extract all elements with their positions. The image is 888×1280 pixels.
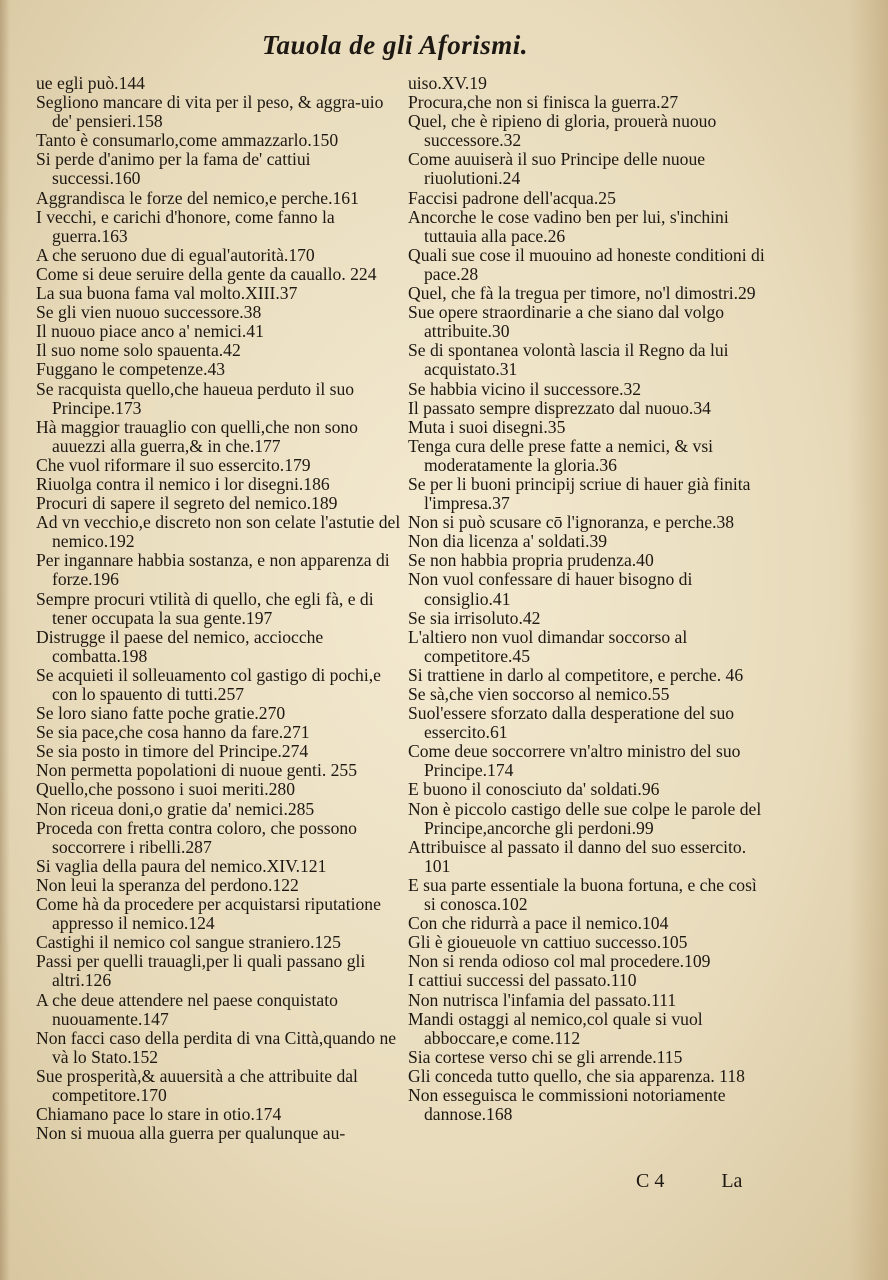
index-entry: Castighi il nemico col sangue straniero.125	[36, 932, 341, 953]
index-entry: E sua parte essentiale la buona fortuna, e che così si conosca.102	[408, 874, 757, 915]
index-entry: Non nutrisca l'infamia del passato.111	[408, 989, 677, 1010]
index-entry: Se gli vien nuouo successore.38	[36, 302, 262, 323]
index-entry: Mandi ostaggi al nemico,col quale si vuol abboccare,e come.112	[408, 1008, 703, 1048]
index-entry: Come auuiserà il suo Principe delle nuoue riuolutioni.24	[408, 149, 706, 189]
index-entry: Se sà,che vien soccorso al nemico.55	[408, 684, 670, 704]
index-entry: Tenga cura delle prese fatte a nemici, & vsi moderatamente la gloria.36	[408, 435, 714, 475]
index-entry: I cattiui successi del passato.110	[408, 970, 637, 991]
index-entry: Suol'essere sforzato dalla desperatione del suo essercito.61	[408, 703, 735, 743]
index-entry: Non è piccolo castigo delle sue colpe le parole del Principe,ancorche gli perdoni.99	[408, 798, 762, 838]
catchword: La	[721, 1170, 743, 1192]
index-entry: Se sia irrisoluto.42	[408, 607, 541, 628]
index-entry: Quali sue cose il muouino ad honeste conditioni di pace.28	[408, 244, 765, 284]
index-entry: Non si muoua alla guerra per qualunque au-	[36, 1123, 346, 1144]
index-entry: Non permetta popolationi di nuoue genti. 255	[36, 760, 358, 781]
left-column	[36, 74, 402, 1143]
right-column	[408, 74, 766, 1124]
index-entry: Come si deue seruire della gente da cauallo. 224	[36, 263, 377, 284]
index-entry: Non dia licenza a' soldati.39	[408, 531, 608, 552]
index-entry: Tanto è consumarlo,come ammazzarlo.150	[36, 130, 339, 151]
index-entry: Procuri di sapere il segreto del nemico.189	[36, 493, 338, 514]
index-entry: Il passato sempre disprezzato dal nuouo.34	[408, 397, 711, 418]
index-entry: A che seruono due di egual'autorità.170	[36, 244, 315, 265]
index-entry: La sua buona fama val molto.XIII.37	[36, 283, 298, 304]
index-entry: Riuolga contra il nemico i lor disegni.186	[36, 473, 330, 494]
index-entry: Se acquieti il solleuamento col gastigo di pochi,e con lo spauento di tutti.257	[36, 664, 381, 704]
index-entry: Chiamano pace lo stare in otio.174	[36, 1104, 282, 1125]
index-entry: Se loro siano fatte poche gratie.270	[36, 703, 286, 724]
index-entry: Muta i suoi disegni.35	[408, 416, 566, 437]
index-entry: Non esseguisca le commissioni notoriamente dannose.168	[408, 1084, 726, 1125]
index-entry: Ad vn vecchio,e discreto non son celate l'astutie del nemico.192	[36, 512, 401, 552]
index-entry: Per ingannare habbia sostanza, e non apparenza di forze.196	[36, 550, 390, 590]
index-entry: Come hà da procedere per acquistarsi riputatione appresso il nemico.124	[36, 894, 381, 934]
index-entry: Se racquista quello,che haueua perduto il suo Principe.173	[36, 378, 355, 418]
index-entry: Segliono mancare di vita per il peso, & aggra-uio de' pensieri.158	[36, 92, 384, 132]
index-entry: E buono il conosciuto da' soldati.96	[408, 779, 660, 800]
index-entry: Non si renda odioso col mal procedere.109	[408, 951, 711, 972]
index-entry: L'altiero non vuol dimandar soccorso al competitore.45	[408, 626, 688, 666]
index-entry: Se sia posto in timore del Principe.274	[36, 741, 309, 762]
index-entry: Non si può scusare cō l'ignoranza, e perche.38	[408, 512, 735, 533]
index-entry: Non leui la speranza del perdono.122	[36, 874, 299, 895]
index-entry: Se non habbia propria prudenza.40	[408, 550, 654, 571]
index-entry: Faccisi padrone dell'acqua.25	[408, 187, 616, 208]
index-entry: Se per li buoni principij scriue di hauer già finita l'impresa.37	[408, 473, 751, 514]
index-entry: Hà maggior trauaglio con quelli,che non sono auuezzi alla guerra,& in che.177	[36, 416, 358, 456]
index-entry: Gli è gioueuole vn cattiuo successo.105	[408, 932, 688, 953]
index-entry: Se di spontanea volontà lascia il Regno da lui acquistato.31	[408, 340, 729, 380]
index-entry: Attribuisce al passato il danno del suo essercito. 101	[408, 836, 747, 876]
index-entry: Sue prosperità,& auuersità a che attribuite dal competitore.170	[36, 1065, 358, 1105]
index-entry: Come deue soccorrere vn'altro ministro del suo Principe.174	[408, 741, 741, 781]
page-header: Tauola de gli Aforismi.	[262, 30, 529, 60]
index-entry: Sempre procuri vtilità di quello, che egli fà, e di tener occupata la sua gente.197	[36, 588, 374, 628]
index-entry: Il nuouo piace anco a' nemici.41	[36, 321, 264, 342]
index-entry: Se habbia vicino il successore.32	[408, 378, 642, 399]
index-entry: Non vuol confessare di hauer bisogno di consiglio.41	[408, 569, 693, 609]
index-entry: Che vuol riformare il suo essercito.179	[36, 454, 311, 475]
index-entry: I vecchi, e carichi d'honore, come fanno la guerra.163	[36, 206, 335, 246]
index-entry: Passi per quelli trauagli,per li quali passano gli altri.126	[36, 951, 366, 991]
index-entry: Ancorche le cose vadino ben per lui, s'inchini tuttauia alla pace.26	[408, 206, 729, 246]
index-entry: Si trattiene in darlo al competitore, e perche. 46	[408, 664, 744, 685]
index-entry: Non riceua doni,o gratie da' nemici.285	[36, 798, 315, 819]
index-entry: uiso.XV.19	[408, 73, 487, 93]
index-entry: Quel, che è ripieno di gloria, prouerà nuouo successore.32	[408, 111, 717, 151]
index-entry: Se sia pace,che cosa hanno da fare.271	[36, 722, 310, 743]
index-entry: Quel, che fà la tregua per timore, no'l dimostri.29	[408, 283, 756, 304]
index-entry: Sue opere straordinarie a che siano dal volgo attribuite.30	[408, 302, 725, 342]
page-edge-stain	[848, 0, 888, 1280]
index-entry: Fuggano le competenze.43	[36, 359, 226, 380]
page-footer	[636, 1170, 742, 1193]
index-entry: Proceda con fretta contra coloro, che possono soccorrere i ribelli.287	[36, 817, 357, 857]
index-entry: Si perde d'animo per la fama de' cattiui successi.160	[36, 149, 311, 189]
index-entry: Sia cortese verso chi se gli arrende.115	[408, 1046, 683, 1067]
index-entry: Non facci caso della perdita di vna Città,quando ne và lo Stato.152	[36, 1027, 397, 1067]
index-entry: Quello,che possono i suoi meriti.280	[36, 779, 295, 800]
index-entry: Distrugge il paese del nemico, acciocche combatta.198	[36, 626, 324, 666]
index-entry: Con che ridurrà a pace il nemico.104	[408, 913, 669, 934]
index-entry: ue egli può.144	[36, 73, 145, 93]
index-entry: Gli conceda tutto quello, che sia apparenza. 118	[408, 1065, 745, 1086]
index-entry: A che deue attendere nel paese conquistato nuouamente.147	[36, 989, 338, 1029]
index-entry: Aggrandisca le forze del nemico,e perche.161	[36, 187, 359, 208]
index-entry: Procura,che non si finisca la guerra.27	[408, 92, 679, 113]
index-entry: Si vaglia della paura del nemico.XIV.121	[36, 855, 327, 876]
signature-mark: C 4	[636, 1170, 665, 1192]
index-entry: Il suo nome solo spauenta.42	[36, 340, 241, 361]
